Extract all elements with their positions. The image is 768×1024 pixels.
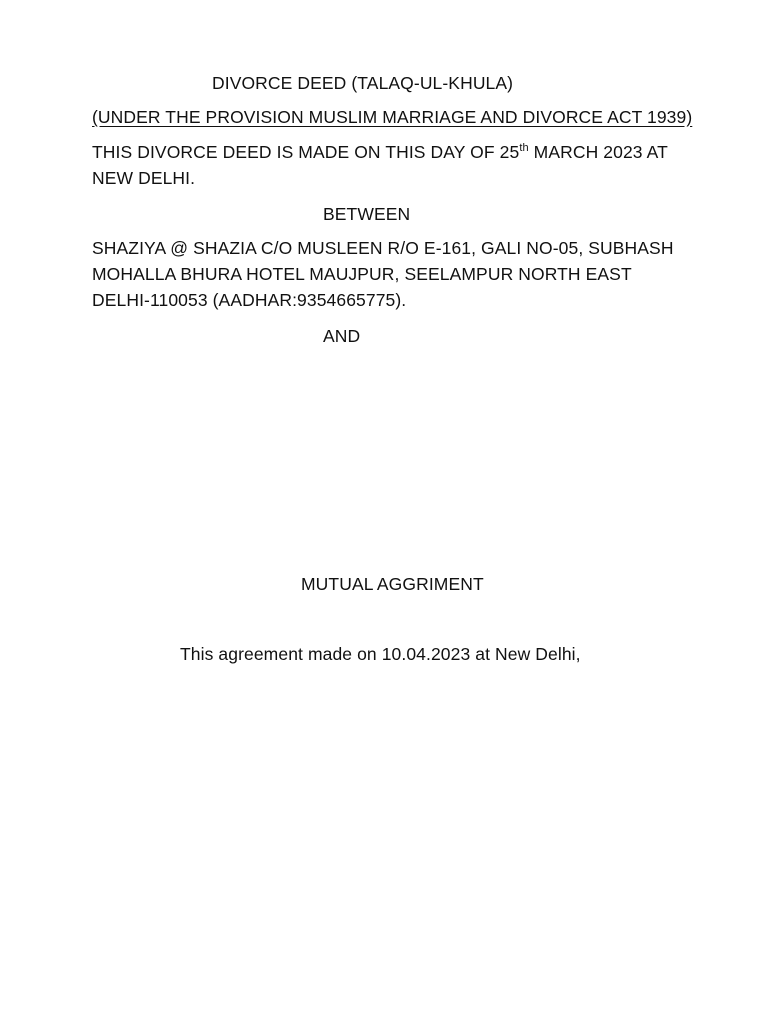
party-details: SHAZIYA @ SHAZIA C/O MUSLEEN R/O E-161, GALI NO-05, SUBHASH MOHALLA BHURA HOTEL MAUJPUR, SEELAMPUR NORTH EAST DELHI-110053 (AADHAR:9354665775). [92, 238, 674, 310]
deed-intro-ordinal: th [519, 142, 529, 155]
and-heading: AND [323, 326, 361, 346]
deed-intro [92, 139, 672, 191]
deed-subtitle: (UNDER THE PROVISION MUSLIM MARRIAGE AND DIVORCE ACT 1939) [92, 107, 693, 127]
agreement-heading: MUTUAL AGGRIMENT [301, 574, 484, 594]
agreement-text: This agreement made on 10.04.2023 at New Delhi, [180, 644, 581, 664]
deed-intro-text: THIS DIVORCE DEED IS MADE ON THIS DAY OF 25 [92, 142, 520, 162]
deed-intro-text-end: MARCH 2023 AT NEW DELHI. [92, 142, 668, 188]
between-heading: BETWEEN [323, 204, 411, 224]
deed-title: DIVORCE DEED (TALAQ-UL-KHULA) [212, 73, 514, 93]
